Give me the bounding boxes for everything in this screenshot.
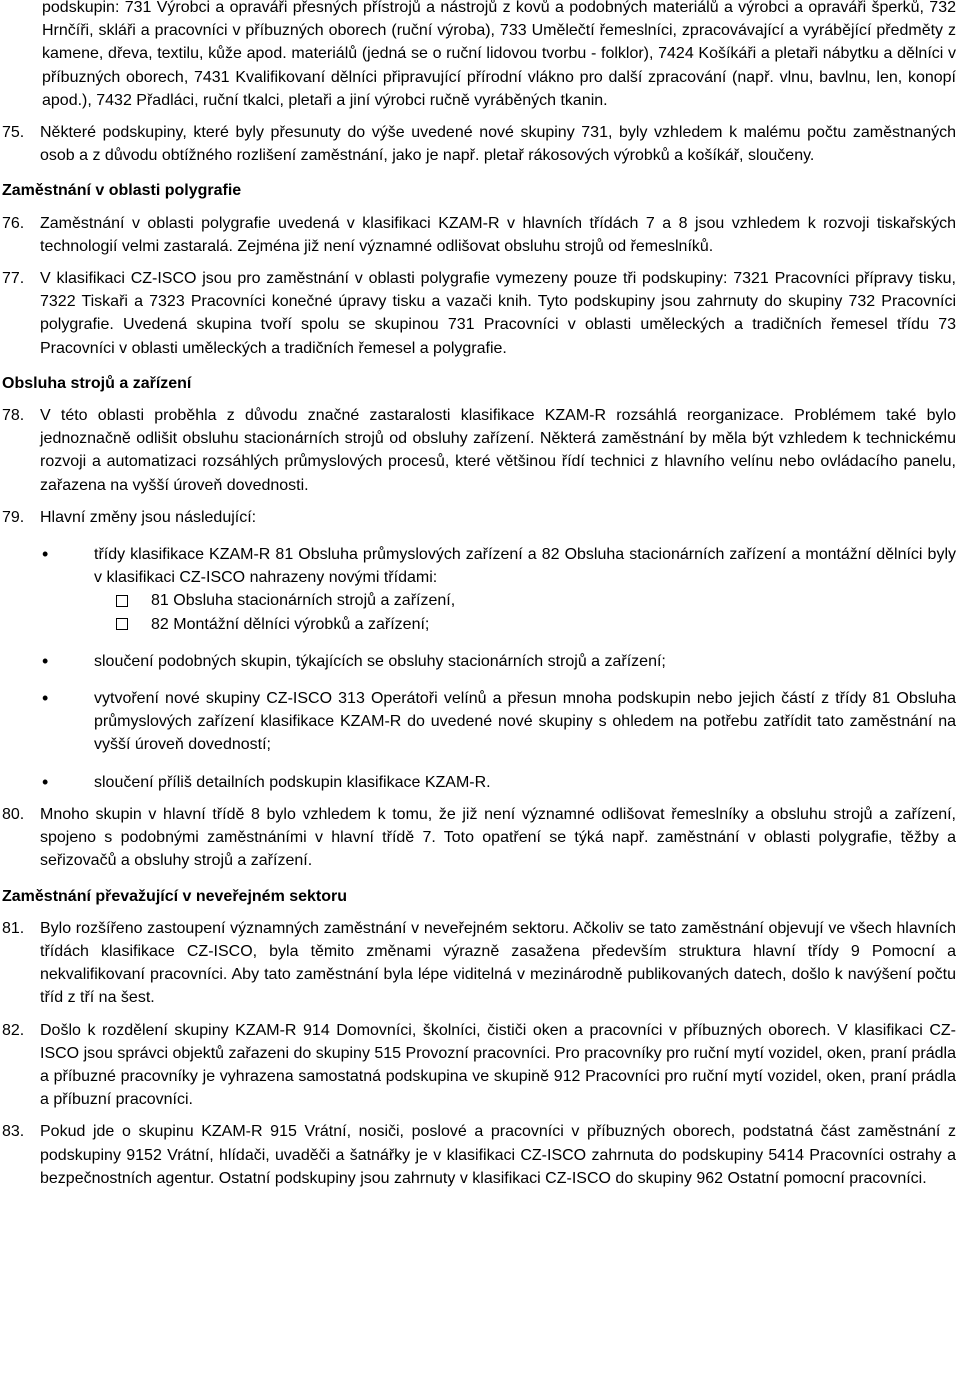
- list-item: [40, 650, 956, 673]
- paragraph-77: [2, 267, 956, 360]
- paragraph-number: 82.: [2, 1021, 25, 1039]
- list-item: [40, 687, 956, 757]
- paragraph-text: Některé podskupiny, které byly přesunuty do výše uvedené nové skupiny 731, byly vzhledem k malému počtu zaměstnaných osob a z důvodu obtížného rozlišení zaměstnání, jako je např. pletař rákosových výrobků a košíkář, sloučeny.: [40, 124, 956, 165]
- sub-list: [94, 589, 956, 635]
- section-heading-polygrafie: Zaměstnání v oblasti polygrafie: [2, 182, 242, 200]
- list-item-text: vytvoření nové skupiny CZ-ISCO 313 Operátoři velínů a přesun mnoha podskupin nebo jejich částí z třídy 81 Obsluha průmyslových zařízení klasifikace KZAM-R do uvedené nové skupiny s ohledem na potřebu zatřídit tato zaměstnání na vyšší úroveň dovedností;: [94, 690, 956, 754]
- section-heading-neverejny: Zaměstnání převažující v neveřejném sektoru: [2, 887, 348, 905]
- list-item-text: sloučení příliš detailních podskupin klasifikace KZAM-R.: [94, 773, 491, 791]
- list-item-text: sloučení podobných skupin, týkajících se obsluhy stacionárních strojů a zařízení;: [94, 652, 666, 670]
- paragraph-81: [2, 917, 956, 1010]
- sub-list-item-text: 81 Obsluha stacionárních strojů a zařízení,: [151, 592, 456, 610]
- paragraph-text: Hlavní změny jsou následující:: [40, 508, 257, 526]
- paragraph-76: [2, 212, 956, 258]
- paragraph-text: Pokud jde o skupinu KZAM-R 915 Vrátní, nosiči, poslové a pracovníci v příbuzných oborech, podstatná část zaměstnání z podskupiny 9152 Vrátní, hlídači, uvaděči a šatnářky je v klasifikaci CZ-ISCO zahrnuta do podskupiny 5414 Pracovníci ostrahy a bezpečnostních agentur. Ostatní podskupiny jsou zahrnuty v klasifikaci CZ-ISCO do skupiny 962 Ostatní pomocní pracovníci.: [40, 1123, 956, 1187]
- paragraph-82: [2, 1019, 956, 1112]
- bullet-icon: •: [42, 771, 49, 792]
- sub-list-item: [116, 613, 956, 636]
- paragraph-number: 80.: [2, 805, 25, 823]
- paragraph-text: V této oblasti proběhla z důvodu značné zastaralosti klasifikace KZAM-R rozsáhlá reorganizace. Problémem také bylo jednoznačně odlišit obsluhu stacionárních strojů od obsluhy zařízení. Některá zaměstnání by měla být vzhledem k technickému rozvoji a automatizaci rozsáhlých průmyslových procesů, které většinou řídí technici z hlavního velínu nebo ovládacího panelu, zařazena na vyšší úroveň dovednosti.: [40, 407, 956, 494]
- paragraph-number: 77.: [2, 270, 25, 288]
- section-heading-obsluha: Obsluha strojů a zařízení: [2, 374, 192, 392]
- paragraph-number: 81.: [2, 919, 25, 937]
- paragraph-number: 76.: [2, 214, 25, 232]
- paragraph-78: [2, 404, 956, 497]
- square-bullet-icon: [116, 618, 128, 630]
- paragraph-80: [2, 803, 956, 873]
- paragraph-79: [2, 506, 956, 529]
- paragraph-75: [2, 121, 956, 167]
- paragraph-text: Bylo rozšířeno zastoupení významných zaměstnání v neveřejném sektoru. Ačkoliv se tato zaměstnání objevují ve všech hlavních třídách klasifikace CZ-ISCO, byla těmito změnami výrazně zasažena především struktura hlavní třídy 9 Pomocní a nekvalifikovaní pracovníci. Aby tato zaměstnání byla lépe viditelná v mezinárodně publikovaných datech, došlo k navýšení počtu tříd z tří na šest.: [40, 919, 956, 1007]
- paragraph-text: Mnoho skupin v hlavní třídě 8 bylo vzhledem k tomu, že již není významné odlišovat řemeslníky a obsluhu strojů a zařízení, spojeno s podobnými zaměstnáními v hlavní třídě 7. Toto opatření se týká např. zaměstnání v oblasti polygrafie, těžby a seřizovačů a obsluhy strojů a zařízení.: [40, 805, 956, 870]
- sub-list-item: [116, 589, 956, 612]
- paragraph-text: V klasifikaci CZ-ISCO jsou pro zaměstnání v oblasti polygrafie vymezeny pouze tři podskupiny: 7321 Pracovníci přípravy tisku, 7322 Tiskaři a 7323 Pracovníci konečné úpravy tisku a vazači knih. Tyto podskupiny jsou zahrnuty do skupiny 732 Pracovníci polygrafie. Uvedená skupina tvoří spolu se skupinou 731 Pracovníci v oblasti uměleckých a tradičních řemesel třídu 73 Pracovníci v oblasti uměleckých a tradičních řemesel a polygrafie.: [40, 270, 956, 357]
- paragraph-number: 78.: [2, 407, 25, 425]
- paragraph-text: Zaměstnání v oblasti polygrafie uvedená v klasifikaci KZAM-R v hlavních třídách 7 a 8 jsou vzhledem k rozvoji tiskařských technologií velmi zastaralá. Zejména již není významné odlišovat obsluhu strojů od řemeslníků.: [40, 214, 956, 255]
- bullet-icon: •: [42, 544, 49, 565]
- paragraph-83: [2, 1120, 956, 1190]
- list-item: [40, 771, 956, 794]
- intro-paragraph: podskupin: 731 Výrobci a opraváři přesných přístrojů a nástrojů z kovů a podobných materiálů a výrobci a opraváři šperků, 732 Hrnčíři, skláři a pracovníci v příbuzných oborech (ruční výroba), 733 Umělečtí řemeslníci, zpracovávající a vyrábějící předměty z kamene, dřeva, textilu, kůže apod. materiálů (jedná se o ruční lidovou tvorbu - folklor), 7424 Košíkáři a pletaři nábytku a dělníci v příbuzných oborech, 7431 Kvalifikovaní dělníci připravující přírodní vlákno pro další zpracování (např. vlnu, bavlnu, len, konopí apod.), 7432 Přadláci, ruční tkalci, pletaři a jiní výrobci ručně vyráběných tkanin.: [42, 0, 956, 109]
- changes-list: [40, 543, 956, 794]
- paragraph-number: 79.: [2, 508, 25, 526]
- paragraph-number: 83.: [2, 1123, 25, 1141]
- square-bullet-icon: [116, 595, 128, 607]
- list-item: [40, 543, 956, 636]
- bullet-icon: •: [42, 688, 49, 709]
- paragraph-number: 75.: [2, 124, 25, 142]
- paragraph-text: Došlo k rozdělení skupiny KZAM-R 914 Domovníci, školníci, čističi oken a pracovníci v příbuzných oborech. V klasifikaci CZ-ISCO jsou správci objektů zařazeni do skupiny 515 Provozní pracovníci. Pro pracovníky pro ruční mytí vozidel, oken, praní prádla a příbuzné pracovníky je vyhrazena samostatná podskupina ve skupině 912 Pracovníci pro ruční mytí vozidel, oken, praní prádla a příbuzní pracovníci.: [40, 1021, 956, 1109]
- bullet-icon: •: [42, 650, 49, 671]
- list-item-text: třídy klasifikace KZAM-R 81 Obsluha průmyslových zařízení a 82 Obsluha stacionárních zařízení a montážní dělníci byly v klasifikaci CZ-ISCO nahrazeny novými třídami:: [94, 546, 956, 587]
- sub-list-item-text: 82 Montážní dělníci výrobků a zařízení;: [151, 615, 430, 633]
